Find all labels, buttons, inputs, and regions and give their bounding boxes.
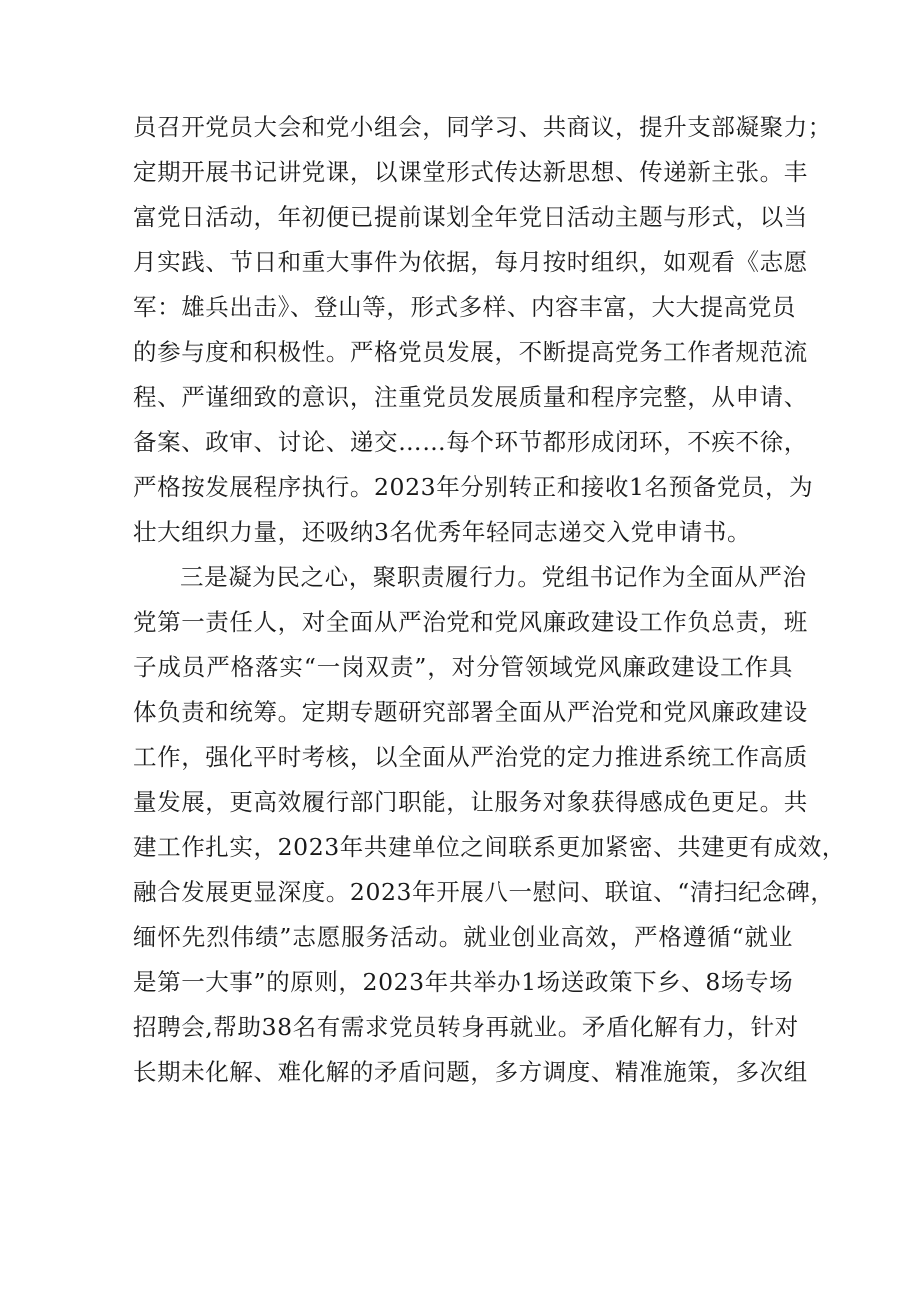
body-text [133, 105, 846, 1095]
text-line: 是第一大事”的原则，2023年共举办1场送政策下乡、8场专场 [133, 968, 794, 996]
text-line: 富党日活动，年初便已提前谋划全年党日活动主题与形式，以当 [133, 203, 808, 231]
text-line: 缅怀先烈伟绩”志愿服务活动。就业创业高效，严格遵循“就业 [133, 923, 793, 951]
text-line: 员召开党员大会和党小组会，同学习、共商议，提升支部凝聚力； [133, 113, 832, 141]
text-line: 程、严谨细致的意识，注重党员发展质量和程序完整，从申请、 [133, 383, 808, 411]
text-line: 建工作扎实，2023年共建单位之间联系更加紧密、共建更有成效， [133, 833, 846, 861]
text-line: 军：雄兵出击》、登山等，形式多样、内容丰富，大大提高党员 [133, 293, 797, 321]
text-line: 融合发展更显深度。2023年开展八一慰问、联谊、“清扫纪念碑， [133, 878, 835, 906]
text-line: 长期未化解、难化解的矛盾问题，多方调度、精准施策，多次组 [133, 1058, 808, 1086]
text-line: 量发展，更高效履行部门职能，让服务对象获得感成色更足。共 [133, 788, 808, 816]
text-line: 严格按发展程序执行。2023年分别转正和接收1名预备党员，为 [133, 473, 814, 501]
text-line: 党第一责任人，对全面从严治党和党风廉政建设工作负总责，班 [133, 608, 808, 636]
text-line: 子成员严格落实“一岗双责”，对分管领域党风廉政建设工作具 [133, 653, 793, 681]
paragraph-last-line: 壮大组织力量，还吸纳3名优秀年轻同志递交入党申请书。 [133, 518, 752, 546]
text-line: 工作，强化平时考核，以全面从严治党的定力推进系统工作高质 [133, 743, 808, 771]
text-line: 定期开展书记讲党课，以课堂形式传达新思想、传递新主张。丰 [133, 158, 808, 186]
text-line: 的参与度和积极性。严格党员发展，不断提高党务工作者规范流 [133, 338, 808, 366]
text-line: 月实践、节日和重大事件为依据，每月按时组织，如观看《志愿 [133, 248, 808, 276]
text-line: 体负责和统筹。定期专题研究部署全面从严治党和党风廉政建设 [133, 698, 808, 726]
text-line: 招聘会,帮助38名有需求党员转身再就业。矛盾化解有力，针对 [133, 1013, 799, 1041]
text-line: 备案、政审、讨论、递交……每个环节都形成闭环，不疾不徐， [133, 428, 808, 456]
paragraph-first-line: 三是凝为民之心，聚职责履行力。党组书记作为全面从严治 [180, 563, 807, 591]
